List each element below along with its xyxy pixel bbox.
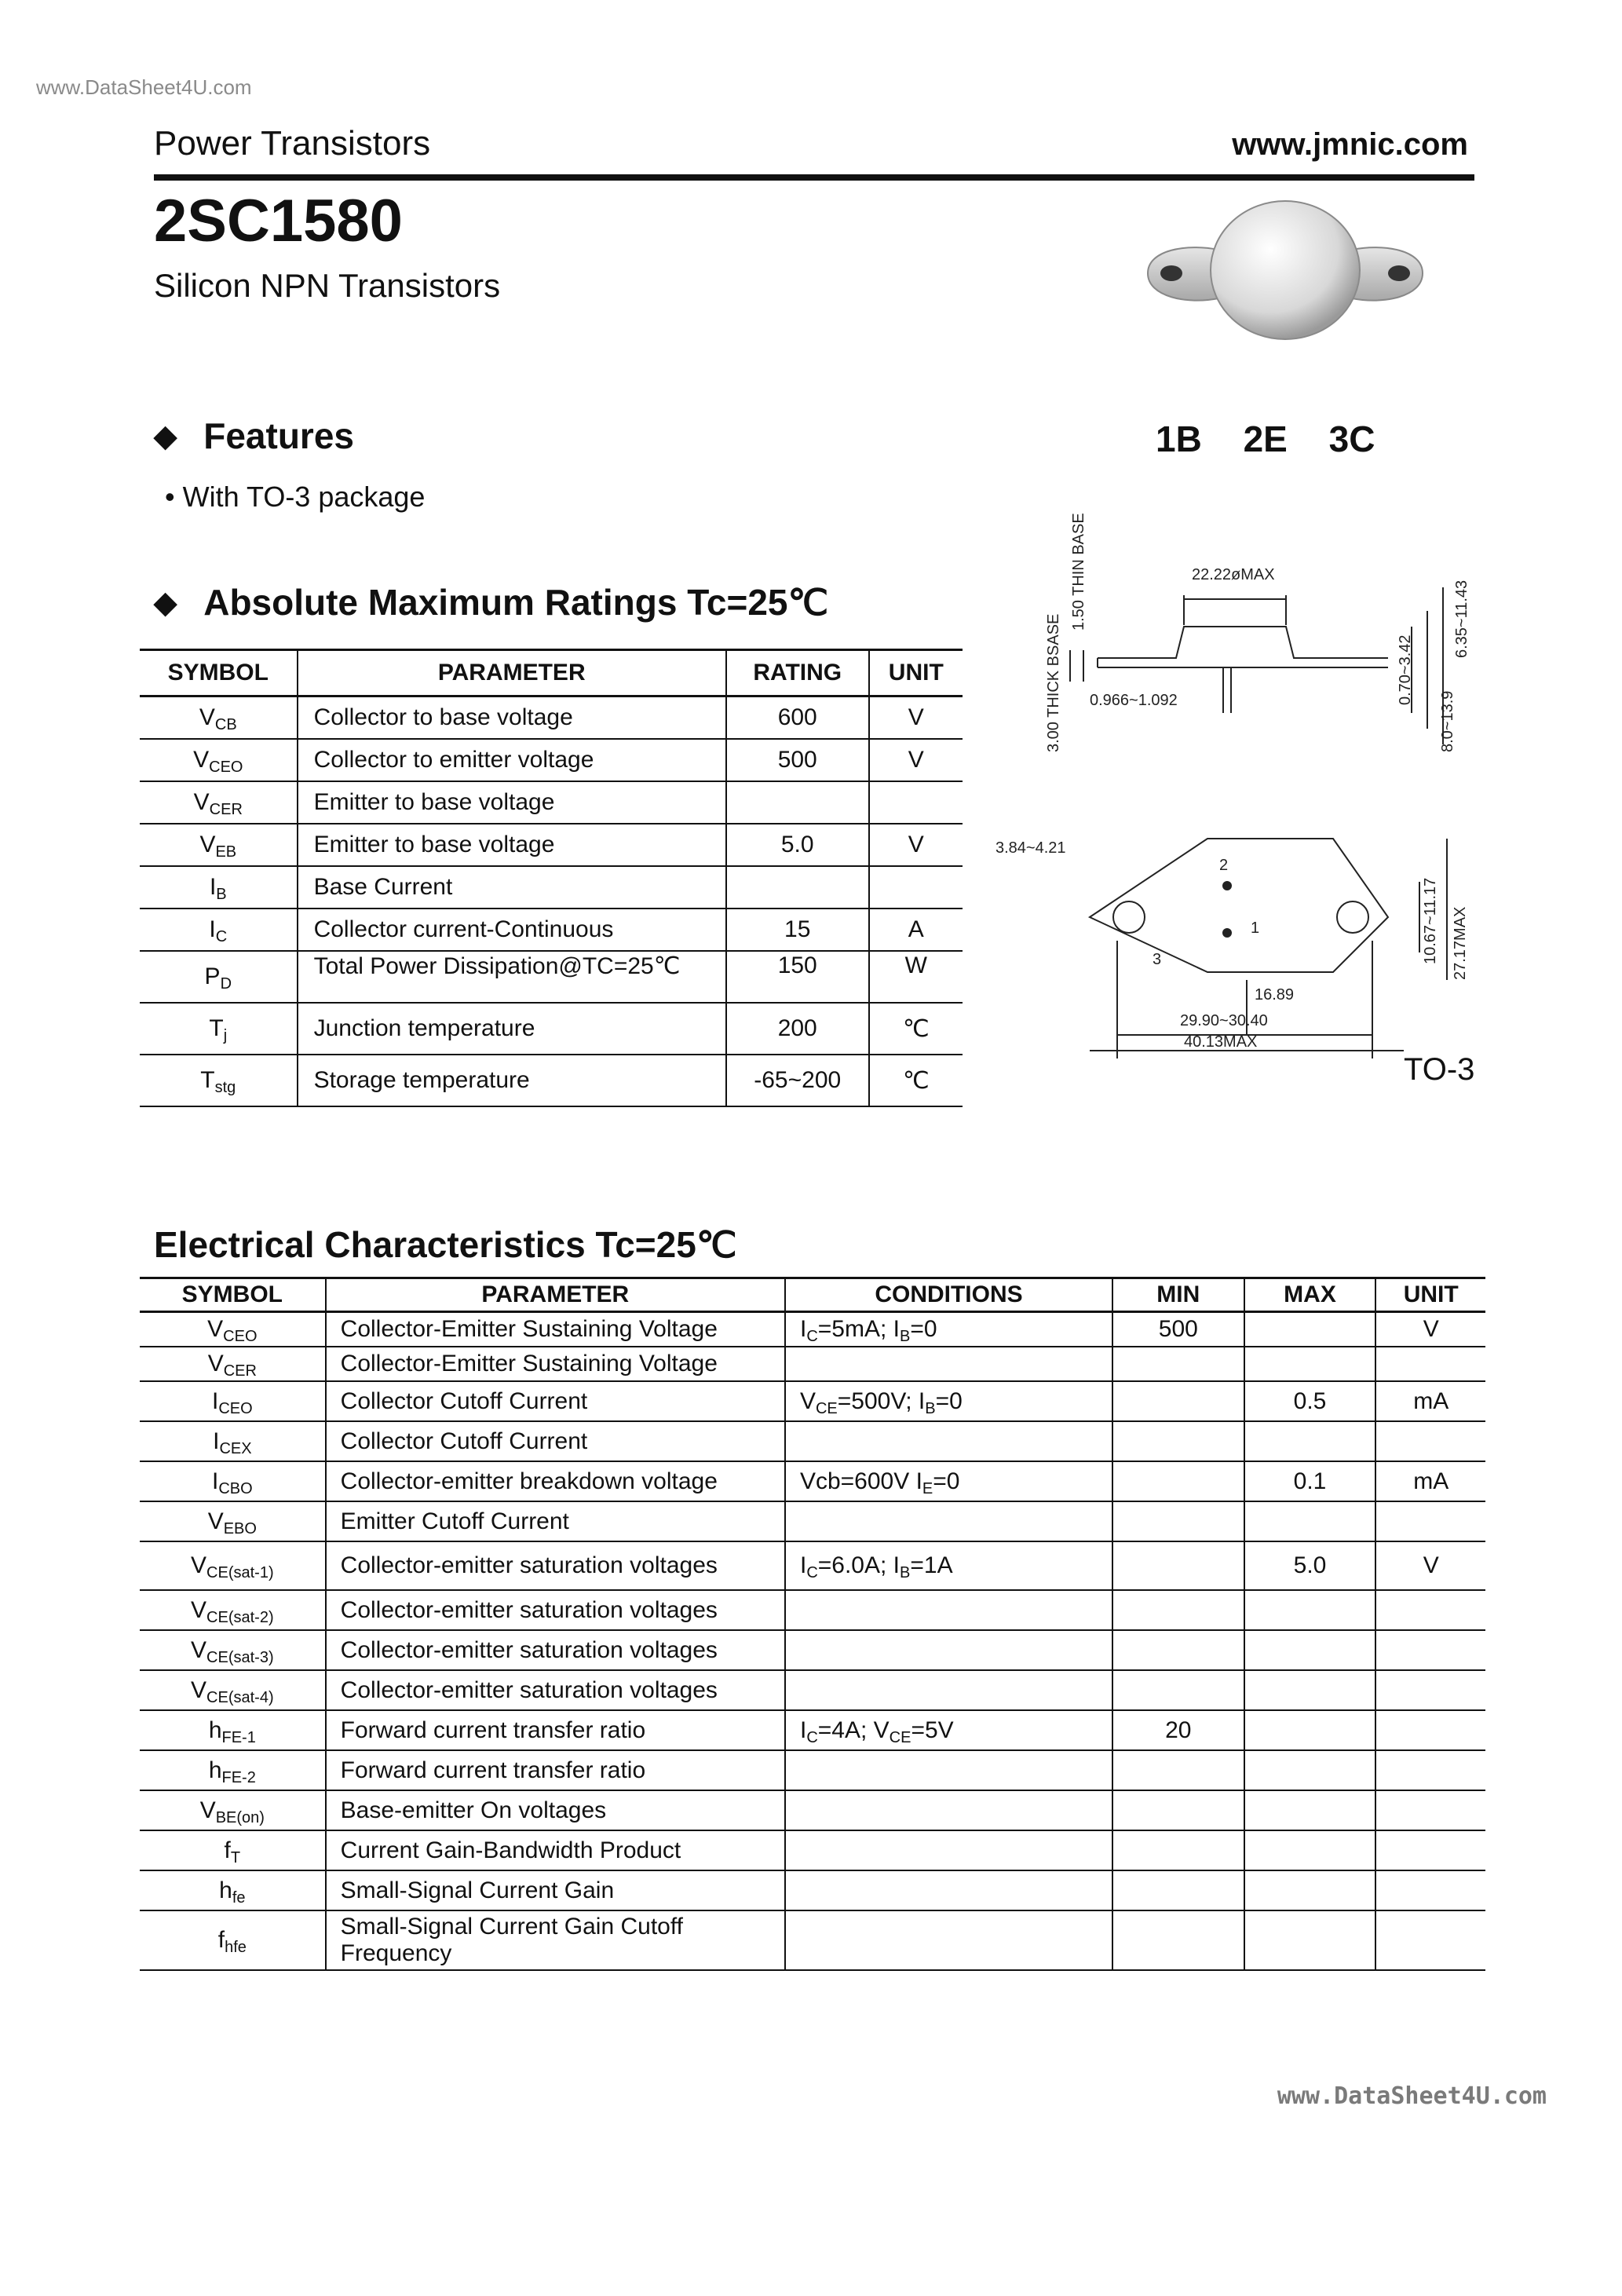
symbol-cell [140, 1501, 326, 1541]
unit-cell: ℃ [869, 1003, 963, 1055]
table-row [140, 951, 963, 1003]
min-cell [1112, 1541, 1244, 1590]
symbol-cell [140, 909, 298, 951]
rating-cell: 5.0 [726, 824, 869, 866]
symbol-cell [140, 824, 298, 866]
symbol-cell [140, 1003, 298, 1055]
column-header: SYMBOL [140, 1278, 326, 1312]
dim-thin-base: 1.50 THIN BASE [1070, 513, 1087, 631]
parameter-cell: Current Gain-Bandwidth Product [326, 1830, 785, 1870]
parameter-cell: Forward current transfer ratio [326, 1750, 785, 1790]
column-header: UNIT [869, 650, 963, 696]
conditions-cell: Vcb=600V $I_E=0$ [785, 1461, 1112, 1501]
parameter-cell: Collector Cutoff Current [326, 1381, 785, 1421]
dim-v1: 10.67~11.17 [1422, 877, 1439, 964]
unit-cell [1375, 1347, 1485, 1381]
unit-cell: V [869, 739, 963, 781]
symbol-subscript: FE-2 [221, 1768, 256, 1786]
unit-cell [1375, 1910, 1485, 1970]
ec-title: Electrical Characteristics Tc=25℃ [154, 1224, 737, 1265]
conditions-cell: $I_C=4A$; $V_{CE}=5V$ [785, 1710, 1112, 1750]
feature-item [165, 481, 425, 514]
max-cell [1244, 1790, 1376, 1830]
unit-cell [1375, 1710, 1485, 1750]
subtitle: Silicon NPN Transistors [154, 267, 501, 304]
symbol-subscript: BE(on) [215, 1808, 265, 1826]
max-cell [1244, 1421, 1376, 1461]
max-cell [1244, 1347, 1376, 1381]
symbol-cell [140, 1055, 298, 1106]
parameter-cell: Collector to emitter voltage [298, 739, 726, 781]
symbol-text: I [209, 916, 216, 942]
parameter-cell: Collector-emitter saturation voltages [326, 1590, 785, 1630]
conditions-cell [785, 1870, 1112, 1910]
rating-cell: 500 [726, 739, 869, 781]
table-row [140, 739, 963, 781]
table-row [140, 1830, 1485, 1870]
column-header: MAX [1244, 1278, 1376, 1312]
min-cell [1112, 1670, 1244, 1710]
symbol-subscript: FE-1 [221, 1728, 256, 1746]
min-cell [1112, 1381, 1244, 1421]
category-label: Power Transistors [154, 124, 431, 163]
table-row [140, 1541, 1485, 1590]
pin-1-label: 1 [1251, 919, 1260, 937]
conditions-cell [785, 1830, 1112, 1870]
min-cell [1112, 1590, 1244, 1630]
min-cell [1112, 1790, 1244, 1830]
symbol-subscript: CER [209, 801, 243, 818]
symbol-cell [140, 1347, 326, 1381]
symbol-cell [140, 1461, 326, 1501]
conditions-cell [785, 1670, 1112, 1710]
column-header: SYMBOL [140, 650, 298, 696]
watermark-bottom: www.DataSheet4U.com [1277, 2082, 1547, 2110]
symbol-subscript: stg [214, 1079, 236, 1096]
parameter-cell: Collector-emitter saturation voltages [326, 1541, 785, 1590]
symbol-cell [140, 1790, 326, 1830]
symbol-cell [140, 1870, 326, 1910]
unit-cell [1375, 1670, 1485, 1710]
dim-dia-max: 22.22øMAX [1192, 566, 1275, 583]
unit-cell [869, 866, 963, 909]
table-row [140, 1750, 1485, 1790]
feature-text: With TO-3 package [182, 481, 426, 513]
max-cell [1244, 1910, 1376, 1970]
column-header: RATING [726, 650, 869, 696]
unit-cell: A [869, 909, 963, 951]
rating-cell: 150 [726, 951, 869, 1003]
dim-w1: 16.89 [1255, 986, 1295, 1004]
max-cell [1244, 1750, 1376, 1790]
table-row [140, 1501, 1485, 1541]
symbol-cell [140, 1910, 326, 1970]
absolute-max-ratings-table [140, 649, 963, 1107]
conditions-cell [785, 1501, 1112, 1541]
symbol-cell [140, 781, 298, 824]
min-cell: 20 [1112, 1710, 1244, 1750]
symbol-cell [140, 951, 298, 1003]
symbol-cell [140, 739, 298, 781]
parameter-cell: Collector-Emitter Sustaining Voltage [326, 1347, 785, 1381]
dim-h1: 0.70~3.42 [1397, 634, 1414, 705]
symbol-text: V [191, 1596, 207, 1623]
symbol-text: h [219, 1877, 232, 1903]
unit-cell: W [869, 951, 963, 1003]
symbol-subscript: D [220, 975, 232, 993]
symbol-text: V [199, 832, 216, 857]
symbol-text: f [217, 1927, 225, 1953]
table-row [140, 1790, 1485, 1830]
rating-cell [726, 866, 869, 909]
min-cell [1112, 1501, 1244, 1541]
dim-v2: 27.17MAX [1452, 906, 1469, 980]
conditions-cell: $V_{CE}=500V$; $I_B=0$ [785, 1381, 1112, 1421]
symbol-cell [140, 1670, 326, 1710]
symbol-subscript: fe [232, 1888, 246, 1907]
table-row [140, 1870, 1485, 1910]
symbol-subscript: CEO [223, 1328, 258, 1345]
min-cell [1112, 1830, 1244, 1870]
max-cell [1244, 1710, 1376, 1750]
unit-cell [1375, 1501, 1485, 1541]
symbol-cell [140, 1750, 326, 1790]
dim-h2: 6.35~11.43 [1453, 579, 1470, 658]
symbol-subscript: hfe [225, 1939, 247, 1956]
table-row [140, 1381, 1485, 1421]
parameter-cell: Collector-Emitter Sustaining Voltage [326, 1312, 785, 1347]
symbol-text: V [207, 1508, 224, 1534]
symbol-text: V [199, 1797, 216, 1823]
amr-heading [154, 581, 828, 623]
parameter-cell: Small-Signal Current Gain [326, 1870, 785, 1910]
symbol-subscript: EB [215, 843, 237, 861]
symbol-subscript: C [215, 928, 228, 945]
header-rule [154, 174, 1474, 181]
dim-thick-base: 3.00 THICK BSASE [1045, 613, 1062, 752]
column-header: PARAMETER [298, 650, 726, 696]
table-row [140, 1055, 963, 1106]
symbol-text: V [191, 1552, 207, 1578]
pin-3-label: 3 [1153, 951, 1162, 968]
min-cell: 500 [1112, 1312, 1244, 1347]
rating-cell: -65~200 [726, 1055, 869, 1106]
symbol-subscript: CEX [219, 1439, 252, 1457]
conditions-cell [785, 1590, 1112, 1630]
unit-cell [869, 781, 963, 824]
parameter-cell: Emitter to base voltage [298, 781, 726, 824]
package-drawing [995, 493, 1498, 1058]
pinout: 1B 2E 3C [1156, 419, 1375, 459]
table-row [140, 696, 963, 740]
parameter-cell: Total Power Dissipation@TC=25℃ [298, 951, 726, 1003]
parameter-cell: Collector Cutoff Current [326, 1421, 785, 1461]
symbol-subscript: CER [223, 1362, 257, 1380]
unit-cell [1375, 1790, 1485, 1830]
symbol-text: I [211, 1387, 219, 1414]
column-header: MIN [1112, 1278, 1244, 1312]
symbol-subscript: B [216, 886, 227, 903]
diamond-icon: ◆ [154, 419, 177, 453]
table-row [140, 1003, 963, 1055]
max-cell [1244, 1830, 1376, 1870]
unit-cell [1375, 1421, 1485, 1461]
max-cell [1244, 1630, 1376, 1670]
table-row [140, 1461, 1485, 1501]
parameter-cell: Collector current-Continuous [298, 909, 726, 951]
features-heading [154, 415, 354, 457]
unit-cell [1375, 1590, 1485, 1630]
unit-cell: mA [1375, 1461, 1485, 1501]
parameter-cell: Collector-emitter saturation voltages [326, 1630, 785, 1670]
amr-title: Absolute Maximum Ratings Tc=25℃ [203, 582, 829, 623]
symbol-text: I [209, 874, 217, 900]
table-row [140, 1910, 1485, 1970]
min-cell [1112, 1421, 1244, 1461]
symbol-subscript: j [223, 1027, 228, 1044]
min-cell [1112, 1630, 1244, 1670]
parameter-cell: Collector-emitter saturation voltages [326, 1670, 785, 1710]
symbol-text: V [193, 747, 210, 773]
unit-cell: V [869, 696, 963, 740]
symbol-cell [140, 1541, 326, 1590]
symbol-subscript: CE(sat-4) [206, 1688, 274, 1706]
part-number: 2SC1580 [154, 188, 403, 254]
rating-cell: 200 [726, 1003, 869, 1055]
symbol-cell [140, 1590, 326, 1630]
unit-cell [1375, 1630, 1485, 1670]
symbol-text: V [207, 1316, 224, 1342]
symbol-text: I [213, 1428, 220, 1454]
unit-cell [1375, 1750, 1485, 1790]
unit-cell: V [869, 824, 963, 866]
unit-cell: V [1375, 1541, 1485, 1590]
pin-2-label: 2 [1219, 857, 1229, 874]
symbol-subscript: CE(sat-1) [206, 1564, 274, 1581]
symbol-subscript: T [230, 1848, 241, 1866]
dim-hole: 3.84~4.21 [995, 839, 1066, 857]
table-row [140, 1630, 1485, 1670]
max-cell [1244, 1670, 1376, 1710]
table-row [140, 1590, 1485, 1630]
unit-cell: V [1375, 1312, 1485, 1347]
ec-heading [154, 1223, 737, 1266]
symbol-subscript: CE(sat-2) [206, 1608, 274, 1626]
symbol-subscript: CE(sat-3) [206, 1648, 274, 1666]
bullet-icon: • [165, 481, 175, 513]
parameter-cell: Base Current [298, 866, 726, 909]
symbol-cell [140, 1381, 326, 1421]
conditions-cell: $I_C=6.0A$; $I_B=1A$ [785, 1541, 1112, 1590]
transistor-photo [1140, 195, 1430, 352]
unit-cell: ℃ [869, 1055, 963, 1106]
unit-cell [1375, 1830, 1485, 1870]
min-cell [1112, 1461, 1244, 1501]
symbol-text: T [209, 1015, 224, 1041]
parameter-cell: Storage temperature [298, 1055, 726, 1106]
unit-cell: mA [1375, 1381, 1485, 1421]
conditions-cell [785, 1750, 1112, 1790]
max-cell: 0.1 [1244, 1461, 1376, 1501]
column-header: PARAMETER [326, 1278, 785, 1312]
parameter-cell: Small-Signal Current Gain Cutoff Frequency [326, 1910, 785, 1970]
symbol-subscript: CBO [218, 1479, 253, 1497]
max-cell [1244, 1312, 1376, 1347]
symbol-cell [140, 1421, 326, 1461]
symbol-cell [140, 1830, 326, 1870]
symbol-text: f [224, 1837, 231, 1863]
electrical-characteristics-table [140, 1277, 1485, 1971]
max-cell [1244, 1870, 1376, 1910]
rating-cell: 15 [726, 909, 869, 951]
max-cell: 5.0 [1244, 1541, 1376, 1590]
package-label: TO-3 [1404, 1052, 1475, 1087]
min-cell [1112, 1347, 1244, 1381]
parameter-cell: Forward current transfer ratio [326, 1710, 785, 1750]
dim-w3: 40.13MAX [1184, 1033, 1258, 1051]
diamond-icon: ◆ [154, 586, 177, 620]
symbol-cell [140, 696, 298, 740]
parameter-cell: Base-emitter On voltages [326, 1790, 785, 1830]
table-row [140, 1670, 1485, 1710]
symbol-text: h [208, 1757, 222, 1783]
dim-pin-dia: 0.966~1.092 [1090, 692, 1178, 709]
features-title: Features [203, 415, 354, 456]
table-row [140, 909, 963, 951]
symbol-cell [140, 1630, 326, 1670]
rating-cell [726, 781, 869, 824]
table-row [140, 866, 963, 909]
symbol-cell [140, 1710, 326, 1750]
parameter-cell: Junction temperature [298, 1003, 726, 1055]
parameter-cell: Emitter to base voltage [298, 824, 726, 866]
conditions-cell [785, 1421, 1112, 1461]
column-header: CONDITIONS [785, 1278, 1112, 1312]
parameter-cell: Emitter Cutoff Current [326, 1501, 785, 1541]
column-header: UNIT [1375, 1278, 1485, 1312]
table-row [140, 1421, 1485, 1461]
symbol-subscript: CEO [218, 1399, 253, 1417]
symbol-text: V [191, 1636, 207, 1663]
table-row [140, 1347, 1485, 1381]
symbol-subscript: EBO [223, 1519, 257, 1537]
symbol-text: I [211, 1468, 219, 1494]
conditions-cell [785, 1630, 1112, 1670]
watermark-top: www.DataSheet4U.com [36, 75, 252, 99]
table-row [140, 781, 963, 824]
symbol-text: V [199, 704, 215, 730]
conditions-cell [785, 1910, 1112, 1970]
min-cell [1112, 1870, 1244, 1910]
dim-w2: 29.90~30.40 [1180, 1012, 1268, 1029]
symbol-cell [140, 1312, 326, 1347]
parameter-cell: Collector-emitter breakdown voltage [326, 1461, 785, 1501]
table-row [140, 1710, 1485, 1750]
max-cell [1244, 1590, 1376, 1630]
min-cell [1112, 1750, 1244, 1790]
conditions-cell [785, 1790, 1112, 1830]
min-cell [1112, 1910, 1244, 1970]
max-cell [1244, 1501, 1376, 1541]
website-link[interactable]: www.jmnic.com [1232, 127, 1468, 162]
symbol-subscript: CB [214, 716, 237, 733]
symbol-text: V [191, 1676, 207, 1703]
symbol-text: T [200, 1067, 215, 1093]
dim-h3: 8.0~13.9 [1439, 690, 1456, 752]
symbol-text: V [207, 1351, 224, 1377]
max-cell: 0.5 [1244, 1381, 1376, 1421]
conditions-cell: $I_C=5mA$; $I_B=0$ [785, 1312, 1112, 1347]
parameter-cell: Collector to base voltage [298, 696, 726, 740]
rating-cell: 600 [726, 696, 869, 740]
table-row [140, 1312, 1485, 1347]
symbol-subscript: CEO [209, 759, 243, 776]
symbol-text: h [208, 1717, 222, 1743]
symbol-text: P [204, 963, 221, 989]
symbol-text: V [193, 789, 210, 815]
table-row [140, 824, 963, 866]
symbol-cell [140, 866, 298, 909]
unit-cell [1375, 1870, 1485, 1910]
conditions-cell [785, 1347, 1112, 1381]
